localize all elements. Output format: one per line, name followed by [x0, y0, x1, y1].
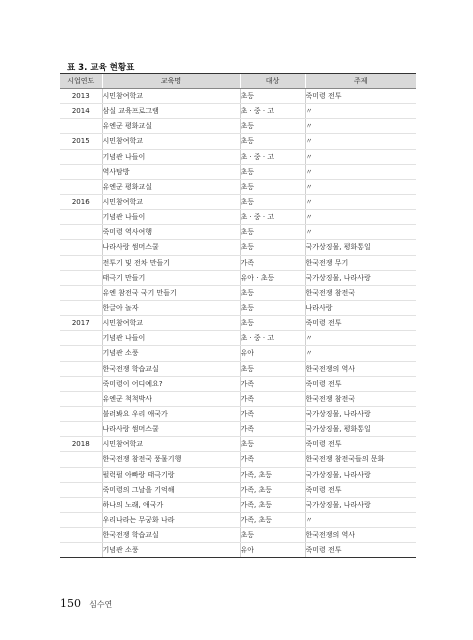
year-cell — [60, 543, 102, 558]
year-cell — [60, 467, 102, 482]
theme-cell: 〃 — [305, 149, 416, 164]
target-cell: 가족 — [240, 376, 305, 391]
theme-cell: 〃 — [305, 210, 416, 225]
target-cell: 초등 — [240, 240, 305, 255]
table-row — [60, 452, 416, 467]
program-cell: 태극기 만들기 — [102, 270, 240, 285]
education-status-table — [60, 73, 416, 558]
theme-cell: 〃 — [305, 179, 416, 194]
program-cell: 유엔 참전국 국기 만들기 — [102, 285, 240, 300]
target-cell: 초등 — [240, 285, 305, 300]
theme-cell: 〃 — [305, 331, 416, 346]
table-row — [60, 179, 416, 194]
theme-cell: 국가상징물, 나라사랑 — [305, 497, 416, 512]
program-cell: 삼실 교육프로그램 — [102, 104, 240, 119]
target-cell: 가족 — [240, 422, 305, 437]
table-row — [60, 482, 416, 497]
header-target: 대상 — [240, 74, 305, 89]
theme-cell: 한국전쟁의 역사 — [305, 361, 416, 376]
year-cell — [60, 255, 102, 270]
program-cell: 한글아 놀자 — [102, 300, 240, 315]
theme-cell: 국가상징물, 나라사랑 — [305, 406, 416, 421]
year-cell: 2015 — [60, 134, 102, 149]
table-row — [60, 119, 416, 134]
table-row — [60, 528, 416, 543]
theme-cell: 〃 — [305, 225, 416, 240]
target-cell: 초등 — [240, 119, 305, 134]
table-row — [60, 270, 416, 285]
theme-cell: 〃 — [305, 119, 416, 134]
year-cell — [60, 210, 102, 225]
table-row — [60, 467, 416, 482]
year-cell: 2017 — [60, 316, 102, 331]
target-cell: 초등 — [240, 316, 305, 331]
table-caption: 표 3. 교육 현황표 — [67, 63, 135, 73]
year-cell — [60, 149, 102, 164]
table-row — [60, 316, 416, 331]
target-cell: 가족, 초등 — [240, 482, 305, 497]
year-cell — [60, 391, 102, 406]
target-cell: 유아 · 초등 — [240, 270, 305, 285]
program-cell: 하나의 노래, 애국가 — [102, 497, 240, 512]
theme-cell: 죽미령 전투 — [305, 89, 416, 104]
year-cell — [60, 270, 102, 285]
table-row — [60, 194, 416, 209]
header-program: 교육명 — [102, 74, 240, 89]
theme-cell: 〃 — [305, 134, 416, 149]
table-row — [60, 543, 416, 558]
target-cell: 가족, 초등 — [240, 512, 305, 527]
table-row — [60, 134, 416, 149]
target-cell: 초등 — [240, 194, 305, 209]
year-cell — [60, 300, 102, 315]
program-cell: 기념관 나들이 — [102, 210, 240, 225]
table-row — [60, 437, 416, 452]
program-cell: 기념관 소풍 — [102, 543, 240, 558]
year-cell — [60, 346, 102, 361]
year-cell — [60, 376, 102, 391]
theme-cell: 국가상징물, 나라사랑 — [305, 270, 416, 285]
year-cell — [60, 361, 102, 376]
theme-cell: 〃 — [305, 104, 416, 119]
target-cell: 초등 — [240, 225, 305, 240]
theme-cell: 죽미령 전투 — [305, 316, 416, 331]
author-name: 심수연 — [89, 600, 113, 609]
year-cell — [60, 225, 102, 240]
theme-cell: 나라사랑 — [305, 300, 416, 315]
program-cell: 기념관 소풍 — [102, 346, 240, 361]
target-cell: 초 · 중 · 고 — [240, 149, 305, 164]
theme-cell: 죽미령 전투 — [305, 482, 416, 497]
theme-cell: 죽미령 전투 — [305, 376, 416, 391]
program-cell: 나라사랑 썸머스쿨 — [102, 240, 240, 255]
year-cell — [60, 422, 102, 437]
target-cell: 초등 — [240, 300, 305, 315]
target-cell: 가족 — [240, 255, 305, 270]
table-row — [60, 164, 416, 179]
table-row — [60, 240, 416, 255]
target-cell: 초등 — [240, 179, 305, 194]
table-row — [60, 361, 416, 376]
year-cell — [60, 528, 102, 543]
table-row — [60, 422, 416, 437]
theme-cell: 죽미령 전투 — [305, 437, 416, 452]
year-cell — [60, 406, 102, 421]
table-row — [60, 210, 416, 225]
year-cell — [60, 482, 102, 497]
program-cell: 기념관 나들이 — [102, 149, 240, 164]
year-cell — [60, 497, 102, 512]
year-cell: 2013 — [60, 89, 102, 104]
program-cell: 한국전쟁 학습교실 — [102, 361, 240, 376]
program-cell: 시민참여학교 — [102, 316, 240, 331]
theme-cell: 〃 — [305, 346, 416, 361]
table-row — [60, 300, 416, 315]
year-cell: 2014 — [60, 104, 102, 119]
theme-cell: 죽미령 전투 — [305, 543, 416, 558]
table-row — [60, 285, 416, 300]
page-number: 150 — [60, 597, 81, 610]
table-row — [60, 391, 416, 406]
target-cell: 유아 — [240, 346, 305, 361]
theme-cell: 한국전쟁의 역사 — [305, 528, 416, 543]
target-cell: 초 · 중 · 고 — [240, 210, 305, 225]
program-cell: 한국전쟁 참전국 풍물기행 — [102, 452, 240, 467]
table-body — [60, 89, 416, 558]
target-cell: 초등 — [240, 437, 305, 452]
target-cell: 초 · 중 · 고 — [240, 331, 305, 346]
program-cell: 죽미령 역사여행 — [102, 225, 240, 240]
page-footer — [60, 592, 112, 611]
target-cell: 초등 — [240, 164, 305, 179]
theme-cell: 한국전쟁 참전국 — [305, 391, 416, 406]
table-row — [60, 149, 416, 164]
year-cell — [60, 285, 102, 300]
year-cell — [60, 119, 102, 134]
table-row — [60, 346, 416, 361]
theme-cell: 한국전쟁 참전국 — [305, 285, 416, 300]
year-cell — [60, 512, 102, 527]
program-cell: 나라사랑 썸머스쿨 — [102, 422, 240, 437]
program-cell: 시민참여학교 — [102, 194, 240, 209]
target-cell: 유아 — [240, 543, 305, 558]
program-cell: 한국전쟁 학습교실 — [102, 528, 240, 543]
program-cell: 유엔군 평화교실 — [102, 179, 240, 194]
table-row — [60, 406, 416, 421]
program-cell: 기념관 나들이 — [102, 331, 240, 346]
program-cell: 시민참여학교 — [102, 89, 240, 104]
theme-cell: 국가상징물, 평화통일 — [305, 240, 416, 255]
table-row — [60, 89, 416, 104]
target-cell: 가족, 초등 — [240, 497, 305, 512]
program-cell: 시민참여학교 — [102, 437, 240, 452]
target-cell: 초등 — [240, 528, 305, 543]
year-cell: 2016 — [60, 194, 102, 209]
target-cell: 초등 — [240, 134, 305, 149]
table-row — [60, 331, 416, 346]
theme-cell: 〃 — [305, 512, 416, 527]
table-header-row — [60, 74, 416, 89]
target-cell: 초등 — [240, 361, 305, 376]
target-cell: 가족 — [240, 452, 305, 467]
year-cell: 2018 — [60, 437, 102, 452]
header-year: 시업연도 — [60, 74, 102, 89]
program-cell: 전투기 및 전차 만들기 — [102, 255, 240, 270]
theme-cell: 〃 — [305, 164, 416, 179]
program-cell: 유엔군 척척박사 — [102, 391, 240, 406]
theme-cell: 한국전쟁 참전국들의 문화 — [305, 452, 416, 467]
target-cell: 초등 — [240, 89, 305, 104]
theme-cell: 한국전쟁 무기 — [305, 255, 416, 270]
table-row — [60, 512, 416, 527]
program-cell: 불러봐요 우리 애국가 — [102, 406, 240, 421]
target-cell: 가족 — [240, 406, 305, 421]
theme-cell: 〃 — [305, 194, 416, 209]
year-cell — [60, 240, 102, 255]
program-cell: 역사탐방 — [102, 164, 240, 179]
header-theme: 주제 — [305, 74, 416, 89]
table-row — [60, 225, 416, 240]
table-row — [60, 497, 416, 512]
theme-cell: 국가상징물, 평화통일 — [305, 422, 416, 437]
program-cell: 펄럭펄 아빠랑 태극기랑 — [102, 467, 240, 482]
program-cell: 죽미령이 어디예요? — [102, 376, 240, 391]
program-cell: 죽미령의 그날을 기억해 — [102, 482, 240, 497]
program-cell: 시민참여학교 — [102, 134, 240, 149]
table-row — [60, 104, 416, 119]
year-cell — [60, 452, 102, 467]
program-cell: 우리나라는 무궁화 나라 — [102, 512, 240, 527]
year-cell — [60, 179, 102, 194]
target-cell: 가족 — [240, 391, 305, 406]
year-cell — [60, 164, 102, 179]
table-row — [60, 255, 416, 270]
table-row — [60, 376, 416, 391]
target-cell: 초 · 중 · 고 — [240, 104, 305, 119]
target-cell: 가족, 초등 — [240, 467, 305, 482]
theme-cell: 국가상징물, 나라사랑 — [305, 467, 416, 482]
year-cell — [60, 331, 102, 346]
program-cell: 유엔군 평화교실 — [102, 119, 240, 134]
